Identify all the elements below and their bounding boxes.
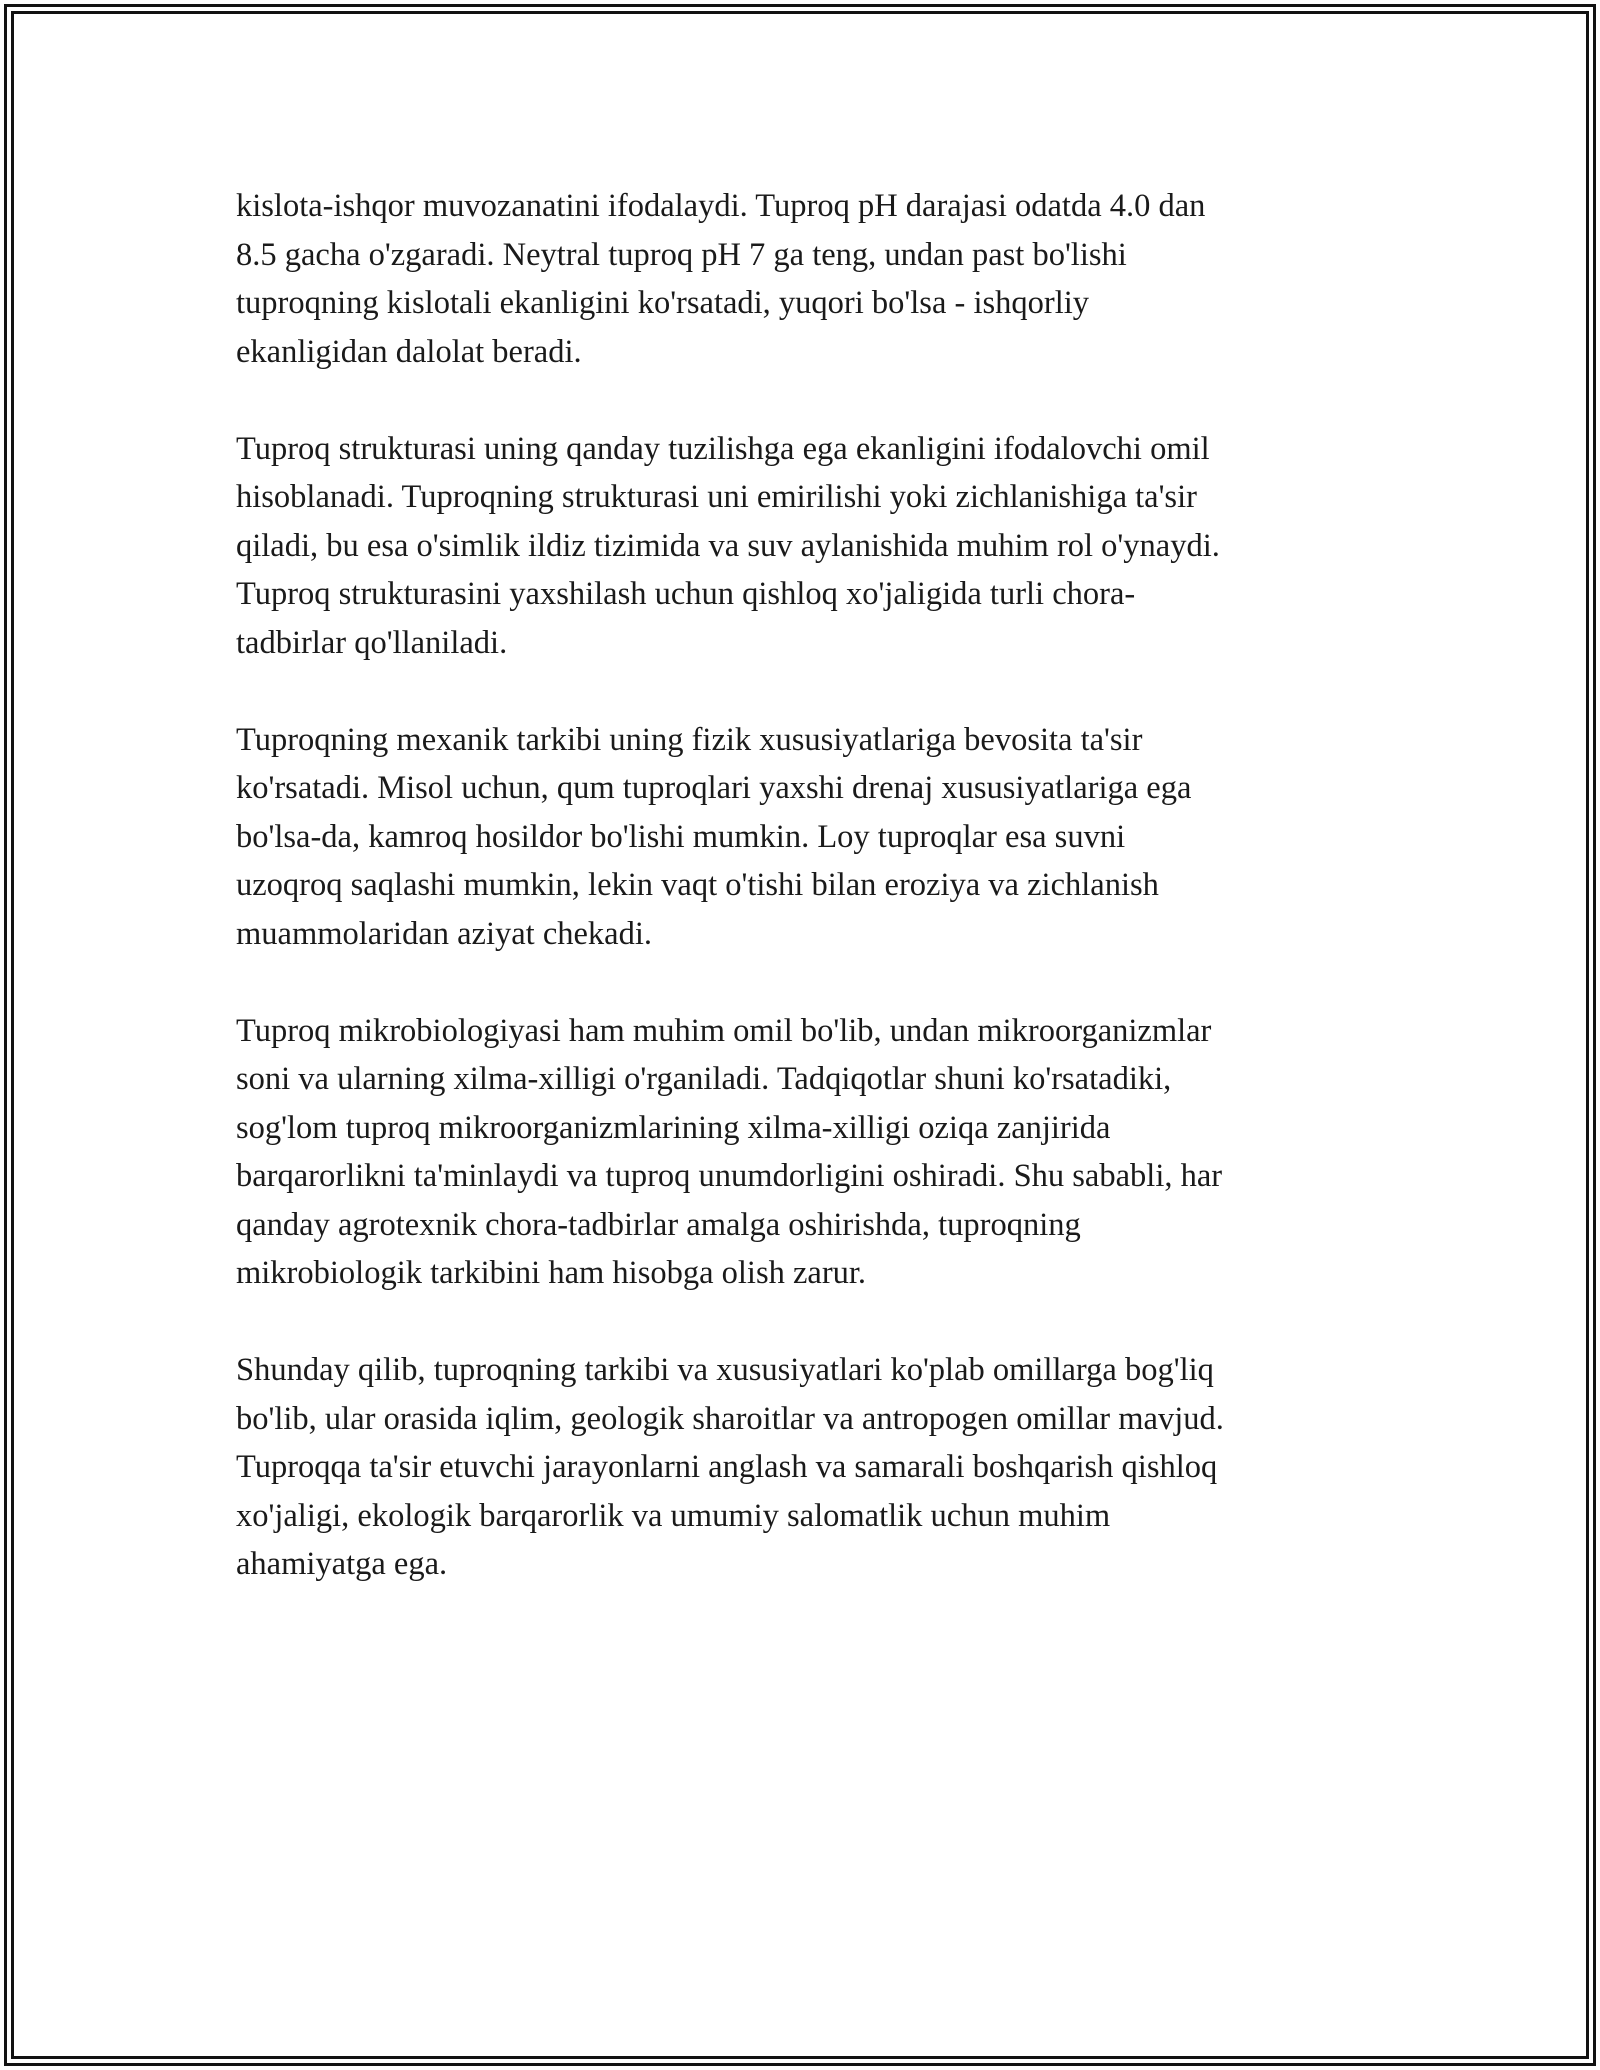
text-line: 8.5 gacha o'zgaradi. Neytral tuproq pH 7 ga teng, undan past bo'lishi bbox=[236, 236, 1127, 273]
text-line: tuproqning kislotali ekanligini ko'rsatadi, yuqori bo'lsa - ishqorliy bbox=[236, 285, 1089, 321]
text-line: Tuproqning mexanik tarkibi uning fizik xususiyatlariga bevosita ta'sir bbox=[236, 721, 1143, 758]
text-line: mikrobiologik tarkibini ham hisobga olish zarur. bbox=[236, 1255, 867, 1291]
text-line: kislota-ishqor muvozanatini ifodalaydi. Tuproq pH darajasi odatda 4.0 dan bbox=[236, 188, 1206, 224]
text-line: qiladi, bu esa o'simlik ildiz tizimida va suv aylanishida muhim rol o'ynaydi. bbox=[236, 527, 1220, 564]
text-line: hisoblanadi. Tuproqning strukturasi uni emirilishi yoki zichlanishiga ta'sir bbox=[236, 479, 1197, 515]
paragraph-soil-structure bbox=[236, 425, 1366, 668]
text-line: bo'lsa-da, kamroq hosildor bo'lishi mumkin. Loy tuproqlar esa suvni bbox=[236, 818, 1126, 855]
text-line: tadbirlar qo'llaniladi. bbox=[236, 624, 508, 661]
paragraph-soil-microbiology bbox=[236, 1007, 1366, 1298]
text-line: Tuproq mikrobiologiyasi ham muhim omil bo'lib, undan mikroorganizmlar bbox=[236, 1012, 1212, 1049]
text-line: Shunday qilib, tuproqning tarkibi va xususiyatlari ko'plab omillarga bog'liq bbox=[236, 1352, 1214, 1388]
text-line: sog'lom tuproq mikroorganizmlarining xilma-xilligi oziqa zanjirida bbox=[236, 1109, 1111, 1146]
text-line: uzoqroq saqlashi mumkin, lekin vaqt o'tishi bilan eroziya va zichlanish bbox=[236, 867, 1159, 903]
text-line: barqarorlikni ta'minlaydi va tuproq unumdorligini oshiradi. Shu sababli, har bbox=[236, 1158, 1223, 1194]
paragraph-conclusion bbox=[236, 1346, 1366, 1589]
text-line: bo'lib, ular orasida iqlim, geologik sharoitlar va antropogen omillar mavjud. bbox=[236, 1400, 1224, 1437]
text-line: ko'rsatadi. Misol uchun, qum tuproqlari yaxshi drenaj xususiyatlariga ega bbox=[236, 770, 1192, 806]
text-line: Tuproqqa ta'sir etuvchi jarayonlarni anglash va samarali boshqarish qishloq bbox=[236, 1449, 1218, 1485]
document-body bbox=[236, 182, 1366, 1637]
text-line: Tuproq strukturasini yaxshilash uchun qishloq xo'jaligida turli chora- bbox=[236, 576, 1136, 612]
text-line: xo'jaligi, ekologik barqarorlik va umumiy salomatlik uchun muhim bbox=[236, 1497, 1111, 1534]
paragraph-mechanical-composition bbox=[236, 716, 1366, 959]
text-line: qanday agrotexnik chora-tadbirlar amalga oshirishda, tuproqning bbox=[236, 1206, 1081, 1243]
text-line: ekanligidan dalolat beradi. bbox=[236, 333, 582, 370]
text-line: ahamiyatga ega. bbox=[236, 1546, 448, 1582]
paragraph-soil-ph bbox=[236, 182, 1366, 376]
text-line: Tuproq strukturasi uning qanday tuzilishga ega ekanligini ifodalovchi omil bbox=[236, 430, 1210, 467]
text-line: soni va ularning xilma-xilligi o'rganiladi. Tadqiqotlar shuni ko'rsatadiki, bbox=[236, 1061, 1172, 1097]
text-line: muammolaridan aziyat chekadi. bbox=[236, 915, 653, 952]
